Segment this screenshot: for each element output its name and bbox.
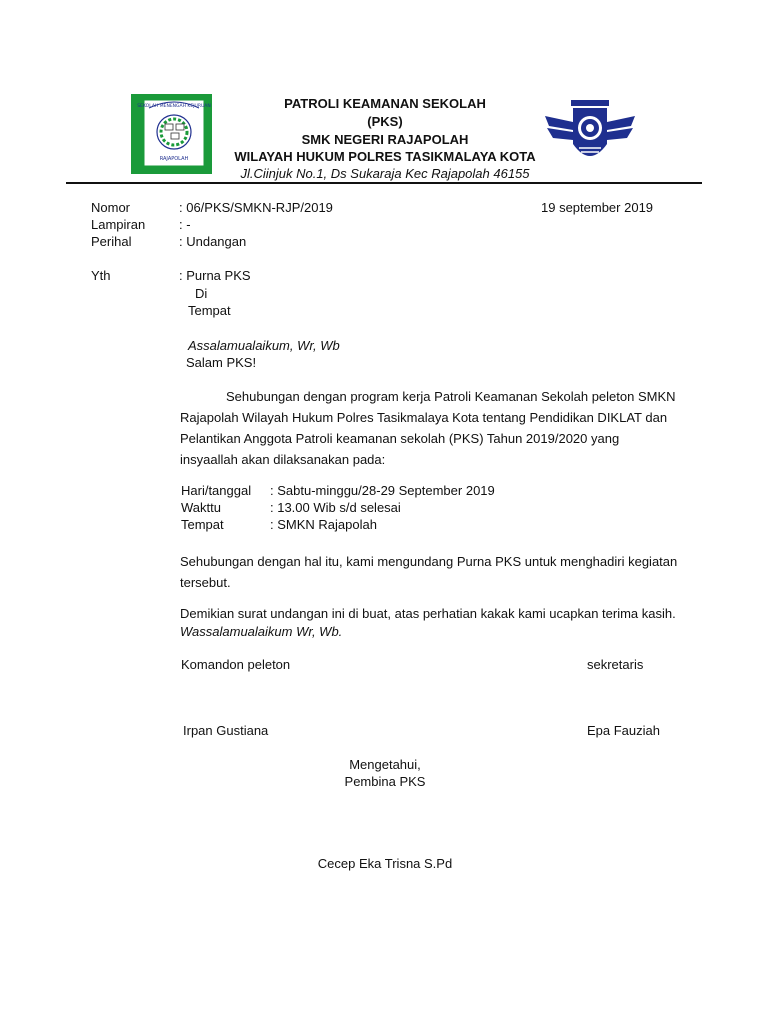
acknowledgement-role: Pembina PKS: [344, 774, 426, 789]
schedule-label-place: Tempat: [181, 517, 224, 532]
police-emblem: [543, 94, 637, 174]
org-name: PATROLI KEAMANAN SEKOLAH: [284, 96, 486, 111]
logo-text-bottom: RAJAPOLAH: [159, 156, 189, 162]
supervisor-name: Cecep Eka Trisna S.Pd: [317, 856, 453, 871]
body-paragraph-3: Demikian surat undangan ini di buat, atas perhatian kakak kami ucapkan terima kasih.: [180, 606, 676, 621]
right-signer-name: Epa Fauziah: [587, 723, 660, 738]
logo-text-top: SEKOLAH MENENGAH KEJURUAN: [137, 104, 211, 109]
schedule-value-day: : Sabtu-minggu/28-29 September 2019: [270, 483, 495, 498]
lampiran-label: Lampiran: [91, 217, 146, 232]
left-signer-name: Irpan Gustiana: [183, 723, 269, 738]
salam-pks: Salam PKS!: [186, 355, 257, 370]
body-paragraph-2: Sehubungan dengan hal itu, kami mengundang Purna PKS untuk menghadiri kegiatan tersebut.: [180, 554, 678, 590]
school-logo: [131, 94, 212, 174]
yth-label: Yth: [91, 268, 111, 283]
recipient-name: : Purna PKS: [179, 268, 251, 283]
perihal-label: Perihal: [91, 234, 132, 249]
acknowledgement: Mengetahui,: [349, 757, 421, 772]
jurisdiction: WILAYAH HUKUM POLRES TASIKMALAYA KOTA: [234, 149, 536, 164]
closing-salam: Wassalamualaikum Wr, Wb.: [180, 624, 343, 639]
body-paragraph-1: Sehubungan dengan program kerja Patroli Keamanan Sekolah peleton SMKN Rajapolah Wilayah Hukum Polres Tasikmalaya Kota tentang Pendidikan DIKLAT dan Pelantikan Anggota Patroli keamanan sekolah (PKS) Tahun 2019/2020 yang insyaallah akan dilaksanakan pada:: [180, 389, 676, 467]
recipient-di: Di: [195, 286, 208, 301]
header-divider: [66, 182, 702, 184]
org-abbrev: (PKS): [367, 114, 403, 129]
recipient-tempat: Tempat: [188, 303, 231, 318]
salam-opening: Assalamualaikum, Wr, Wb: [188, 338, 340, 353]
letter-date: 19 september 2019: [541, 200, 654, 215]
right-signer-title: sekretaris: [587, 657, 644, 672]
left-signer-title: Komandon peleton: [181, 657, 291, 672]
perihal-value: : Undangan: [179, 234, 247, 249]
school-name: SMK NEGERI RAJAPOLAH: [301, 132, 469, 147]
schedule-value-time: : 13.00 Wib s/d selesai: [270, 500, 401, 515]
lampiran-value: : -: [179, 217, 191, 232]
schedule-value-place: : SMKN Rajapolah: [270, 517, 377, 532]
schedule-label-day: Hari/tanggal: [181, 483, 252, 498]
schedule-label-time: Wakttu: [181, 500, 221, 515]
nomor-label: Nomor: [91, 200, 131, 215]
address: Jl.Ciinjuk No.1, Ds Sukaraja Kec Rajapolah 46155: [240, 166, 530, 181]
nomor-value: : 06/PKS/SMKN-RJP/2019: [179, 200, 333, 215]
